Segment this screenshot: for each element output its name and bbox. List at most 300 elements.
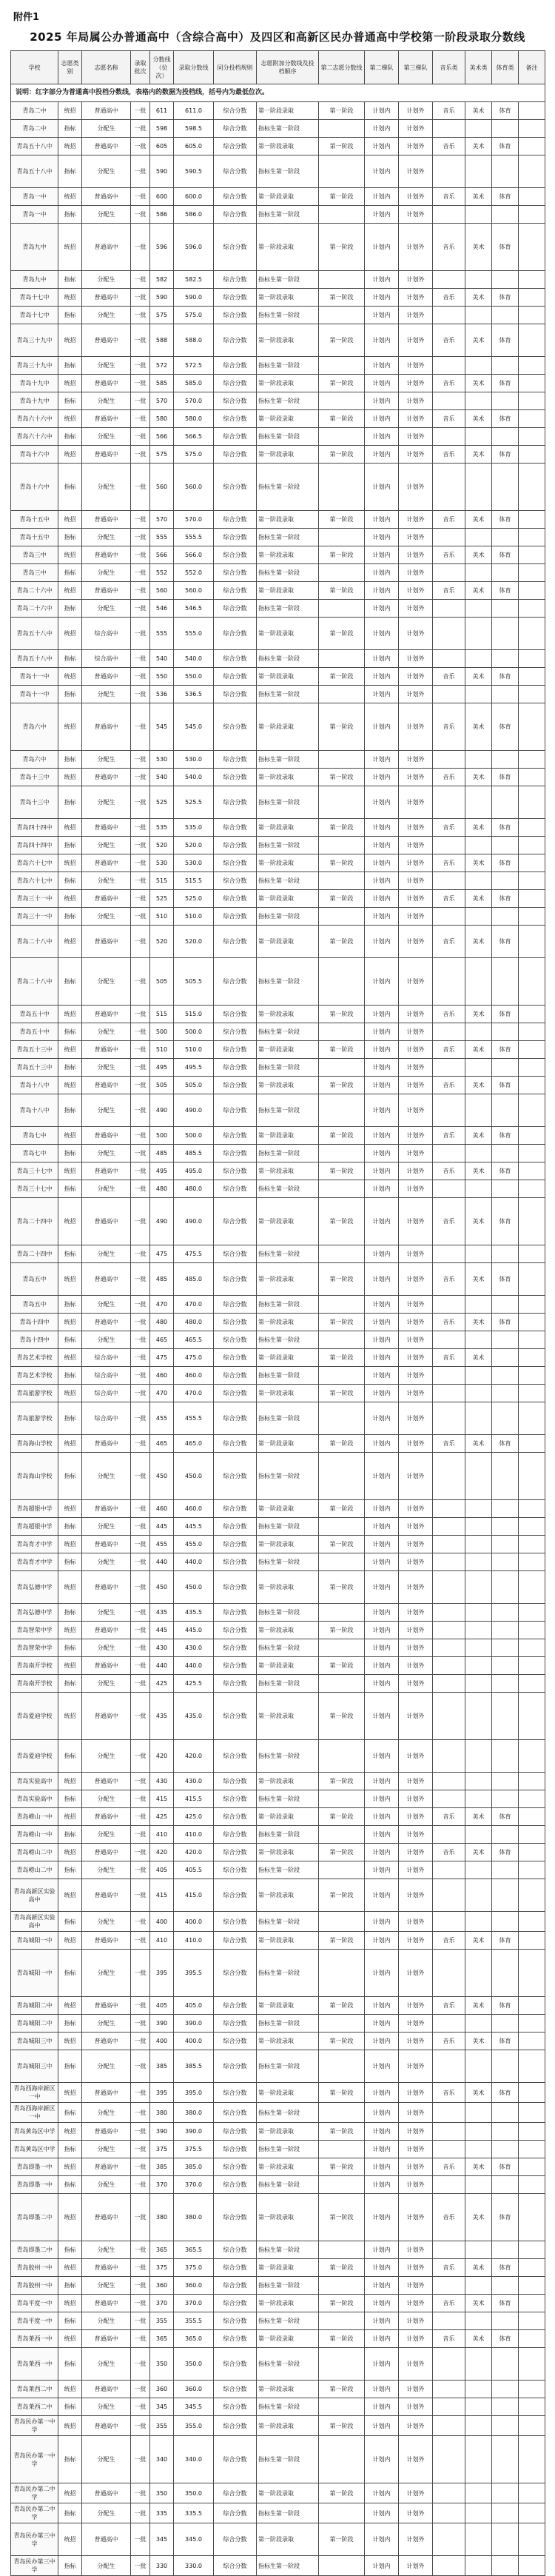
school-name: 青岛平度一中 (11, 2295, 58, 2312)
school-name: 青岛三中 (11, 564, 58, 582)
school-name: 青岛莱西二中 (11, 2381, 58, 2398)
sports-track: 体育 (492, 890, 519, 908)
table-row (11, 650, 545, 668)
batch: 一批 (131, 1773, 150, 1790)
remark (519, 703, 545, 751)
admission-type: 指标 (58, 1023, 82, 1041)
tier-two: 计划内 (365, 2398, 399, 2416)
additional-rule: 第一阶段录取 (257, 1879, 319, 1912)
second-choice: 第一阶段 (319, 289, 365, 307)
table-row (11, 155, 545, 188)
admission-type: 统招 (58, 819, 82, 837)
remark (519, 1094, 545, 1127)
school-name: 青岛艺术学校 (11, 1349, 58, 1367)
remark (519, 2348, 545, 2381)
program-name: 分配生 (82, 2141, 131, 2158)
cutoff-score: 540 (150, 650, 174, 668)
admission-score: 345.5 (174, 2398, 214, 2416)
second-choice: 第一阶段 (319, 511, 365, 529)
music-track: 音乐 (433, 2194, 465, 2241)
school-name: 青岛南开学校 (11, 1675, 58, 1693)
tier-two: 计划内 (365, 1693, 399, 1740)
art-track: 美术 (465, 138, 492, 155)
art-track (465, 1826, 492, 1844)
sports-track (492, 392, 519, 410)
admission-type: 统招 (58, 2123, 82, 2141)
sports-track (492, 206, 519, 224)
school-name: 青岛六十六中 (11, 410, 58, 428)
batch: 一批 (131, 1536, 150, 1553)
art-track (465, 206, 492, 224)
school-name: 青岛十九中 (11, 375, 58, 392)
additional-rule: 指标生第一阶段 (257, 650, 319, 668)
tie-rule: 综合分数 (214, 1198, 257, 1245)
tier-two: 计划内 (365, 1740, 399, 1773)
admission-type: 指标 (58, 1790, 82, 1808)
art-track (465, 1790, 492, 1808)
music-track (433, 1950, 465, 1997)
program-name: 普通高中 (82, 1127, 131, 1145)
admission-type: 统招 (58, 2483, 82, 2503)
batch: 一批 (131, 1844, 150, 1861)
second-choice: 第一阶段 (319, 2381, 365, 2398)
tier-two: 计划内 (365, 2050, 399, 2083)
admission-type: 指标 (58, 120, 82, 138)
program-name: 分配生 (82, 564, 131, 582)
second-choice: 第一阶段 (319, 1693, 365, 1740)
tie-rule: 综合分数 (214, 2436, 257, 2483)
sports-track (492, 1402, 519, 1435)
remark (519, 1997, 545, 2015)
art-track: 美术 (465, 1435, 492, 1453)
music-track (433, 1790, 465, 1808)
school-name: 青岛超银中学 (11, 1518, 58, 1536)
second-choice: 第一阶段 (319, 410, 365, 428)
music-track (433, 872, 465, 890)
school-name: 青岛旅游学校 (11, 1402, 58, 1435)
program-name: 分配生 (82, 1296, 131, 1314)
admission-type: 统招 (58, 2523, 82, 2556)
sports-track: 体育 (492, 2330, 519, 2348)
second-choice (319, 271, 365, 289)
music-track: 音乐 (433, 102, 465, 120)
batch: 一批 (131, 1639, 150, 1657)
admission-score: 550.0 (174, 668, 214, 686)
tier-three: 计划外 (399, 1571, 433, 1604)
program-name: 分配生 (82, 1145, 131, 1162)
remark (519, 155, 545, 188)
tie-rule: 综合分数 (214, 1912, 257, 1932)
additional-rule: 第一阶段录取 (257, 224, 319, 271)
table-header (11, 51, 545, 84)
music-track (433, 1245, 465, 1263)
cutoff-score: 440 (150, 1657, 174, 1675)
tier-two: 计划内 (365, 1385, 399, 1402)
second-choice (319, 1331, 365, 1349)
sports-track (492, 751, 519, 769)
remark (519, 1553, 545, 1571)
sports-track: 体育 (492, 1314, 519, 1331)
program-name: 普通高中 (82, 1571, 131, 1604)
school-name: 青岛海山学校 (11, 1453, 58, 1500)
program-name: 普通高中 (82, 2483, 131, 2503)
batch: 一批 (131, 307, 150, 324)
school-name: 青岛十四中 (11, 1331, 58, 1349)
table-row (11, 324, 545, 357)
tie-rule: 综合分数 (214, 138, 257, 155)
music-track (433, 1675, 465, 1693)
table-row (11, 1604, 545, 1622)
batch: 一批 (131, 2381, 150, 2398)
music-track (433, 1693, 465, 1740)
program-name: 普通高中 (82, 224, 131, 271)
program-name: 普通高中 (82, 890, 131, 908)
additional-rule: 指标生第一阶段 (257, 2241, 319, 2259)
program-name: 分配生 (82, 1453, 131, 1500)
additional-rule: 第一阶段录取 (257, 546, 319, 564)
school-name: 青岛西海岸新区一中 (11, 2103, 58, 2123)
additional-rule: 第一阶段录取 (257, 1571, 319, 1604)
music-track (433, 1367, 465, 1385)
tier-three: 计划外 (399, 271, 433, 289)
batch: 一批 (131, 2033, 150, 2050)
art-track (465, 1950, 492, 1997)
tier-two: 计划内 (365, 2330, 399, 2348)
batch: 一批 (131, 1997, 150, 2015)
tier-two: 计划内 (365, 1077, 399, 1094)
program-name: 普通高中 (82, 1314, 131, 1331)
tie-rule: 综合分数 (214, 1808, 257, 1826)
music-track (433, 1296, 465, 1314)
school-name: 青岛四十四中 (11, 837, 58, 854)
sports-track: 体育 (492, 2295, 519, 2312)
cutoff-score: 505 (150, 1077, 174, 1094)
admission-type: 指标 (58, 600, 82, 618)
sports-track (492, 1349, 519, 1367)
additional-rule: 指标生第一阶段 (257, 392, 319, 410)
cutoff-score: 505 (150, 958, 174, 1006)
cutoff-score: 355 (150, 2312, 174, 2330)
art-track: 美术 (465, 582, 492, 600)
program-name: 普通高中 (82, 854, 131, 872)
admission-type: 统招 (58, 1536, 82, 1553)
sports-track (492, 908, 519, 926)
program-name: 分配生 (82, 529, 131, 546)
tier-three: 计划外 (399, 837, 433, 854)
school-name: 青岛民办第二中学 (11, 2503, 58, 2523)
column-header: 音乐类 (433, 51, 465, 84)
admission-score: 390.0 (174, 2015, 214, 2033)
table-row (11, 2194, 545, 2241)
tier-two: 计划内 (365, 1997, 399, 2015)
second-choice (319, 392, 365, 410)
second-choice: 第一阶段 (319, 890, 365, 908)
cutoff-score: 552 (150, 564, 174, 582)
music-track: 音乐 (433, 2083, 465, 2103)
sports-track (492, 1950, 519, 1997)
table-row (11, 529, 545, 546)
table-row (11, 1296, 545, 1314)
admission-score: 535.0 (174, 819, 214, 837)
remark (519, 650, 545, 668)
additional-rule: 第一阶段录取 (257, 668, 319, 686)
additional-rule: 第一阶段录取 (257, 1162, 319, 1180)
table-row (11, 564, 545, 582)
second-choice (319, 2398, 365, 2416)
music-track (433, 1773, 465, 1790)
program-name: 分配生 (82, 2436, 131, 2483)
school-name: 青岛五十八中 (11, 155, 58, 188)
tier-two: 计划内 (365, 2176, 399, 2194)
tie-rule: 综合分数 (214, 1162, 257, 1180)
admission-score: 596.0 (174, 224, 214, 271)
second-choice: 第一阶段 (319, 1314, 365, 1331)
admission-score: 375.5 (174, 2141, 214, 2158)
batch: 一批 (131, 890, 150, 908)
tier-three: 计划外 (399, 2483, 433, 2503)
cutoff-score: 572 (150, 357, 174, 375)
remark (519, 2123, 545, 2141)
program-name: 分配生 (82, 1675, 131, 1693)
music-track (433, 357, 465, 375)
table-row (11, 1041, 545, 1059)
additional-rule: 第一阶段录取 (257, 819, 319, 837)
tie-rule: 综合分数 (214, 2176, 257, 2194)
remark (519, 271, 545, 289)
music-track (433, 1639, 465, 1657)
additional-rule: 第一阶段录取 (257, 1844, 319, 1861)
additional-rule: 第一阶段录取 (257, 1314, 319, 1331)
school-name: 青岛艺术学校 (11, 1367, 58, 1385)
tie-rule: 综合分数 (214, 618, 257, 650)
art-track: 美术 (465, 2330, 492, 2348)
second-choice: 第一阶段 (319, 188, 365, 206)
school-name: 青岛城阳三中 (11, 2033, 58, 2050)
art-track (465, 155, 492, 188)
tier-three: 计划外 (399, 2123, 433, 2141)
music-track (433, 206, 465, 224)
tier-three: 计划外 (399, 357, 433, 375)
admission-type: 指标 (58, 1740, 82, 1773)
tie-rule: 综合分数 (214, 2416, 257, 2436)
sports-track (492, 872, 519, 890)
tier-three: 计划外 (399, 1861, 433, 1879)
tier-three: 计划外 (399, 446, 433, 464)
additional-rule: 指标生第一阶段 (257, 529, 319, 546)
art-track (465, 1402, 492, 1435)
tier-two: 计划内 (365, 2416, 399, 2436)
admission-score: 410.0 (174, 1932, 214, 1950)
tier-three: 计划外 (399, 1622, 433, 1639)
sports-track: 体育 (492, 854, 519, 872)
school-name: 青岛平度一中 (11, 2312, 58, 2330)
tie-rule: 综合分数 (214, 1500, 257, 1518)
remark (519, 1657, 545, 1675)
program-name: 分配生 (82, 2050, 131, 2083)
tie-rule: 综合分数 (214, 1604, 257, 1622)
sports-track (492, 1773, 519, 1790)
tier-three: 计划外 (399, 668, 433, 686)
attachment-label: 附件1 (13, 12, 40, 23)
second-choice (319, 1518, 365, 1536)
additional-rule: 指标生第一阶段 (257, 1518, 319, 1536)
additional-rule: 指标生第一阶段 (257, 428, 319, 446)
sports-track (492, 2381, 519, 2398)
school-name: 青岛十五中 (11, 511, 58, 529)
sports-track (492, 2176, 519, 2194)
additional-rule: 指标生第一阶段 (257, 2436, 319, 2483)
table-row (11, 1349, 545, 1367)
sports-track (492, 1622, 519, 1639)
music-track (433, 1571, 465, 1604)
sports-track (492, 2503, 519, 2523)
tie-rule: 综合分数 (214, 2277, 257, 2295)
admission-score: 510.0 (174, 1041, 214, 1059)
table-row (11, 751, 545, 769)
admission-score: 530.0 (174, 751, 214, 769)
sports-track: 体育 (492, 1006, 519, 1023)
tier-three: 计划外 (399, 289, 433, 307)
sports-track (492, 1245, 519, 1263)
program-name: 分配生 (82, 1023, 131, 1041)
tier-two: 计划内 (365, 2083, 399, 2103)
admission-type: 指标 (58, 650, 82, 668)
cutoff-score: 415 (150, 1790, 174, 1808)
admission-score: 588.0 (174, 324, 214, 357)
cutoff-score: 525 (150, 890, 174, 908)
second-choice: 第一阶段 (319, 2416, 365, 2436)
sports-track (492, 2241, 519, 2259)
admission-score: 440.0 (174, 1553, 214, 1571)
sports-track: 体育 (492, 1077, 519, 1094)
additional-rule: 第一阶段录取 (257, 1435, 319, 1453)
admission-type: 指标 (58, 751, 82, 769)
batch: 一批 (131, 2483, 150, 2503)
cutoff-score: 455 (150, 1402, 174, 1435)
tier-three: 计划外 (399, 2330, 433, 2348)
sports-track (492, 2312, 519, 2330)
tie-rule: 综合分数 (214, 102, 257, 120)
tie-rule: 综合分数 (214, 926, 257, 958)
tie-rule: 综合分数 (214, 2398, 257, 2416)
school-name: 青岛六中 (11, 703, 58, 751)
school-name: 青岛旅游学校 (11, 1385, 58, 1402)
tier-three: 计划外 (399, 1500, 433, 1518)
admission-type: 统招 (58, 1844, 82, 1861)
admission-score: 370.0 (174, 2295, 214, 2312)
music-track (433, 464, 465, 511)
tier-two: 计划内 (365, 819, 399, 837)
column-header: 分数线（位次） (150, 51, 174, 84)
school-name: 青岛南开学校 (11, 1657, 58, 1675)
batch: 一批 (131, 1041, 150, 1059)
music-track: 音乐 (433, 511, 465, 529)
batch: 一批 (131, 155, 150, 188)
program-name: 分配生 (82, 2503, 131, 2523)
batch: 一批 (131, 926, 150, 958)
cutoff-score: 385 (150, 2158, 174, 2176)
second-choice: 第一阶段 (319, 1263, 365, 1296)
sports-track (492, 120, 519, 138)
art-track: 美术 (465, 289, 492, 307)
remark (519, 1675, 545, 1693)
sports-track: 体育 (492, 1198, 519, 1245)
second-choice (319, 206, 365, 224)
admission-score: 415.0 (174, 1879, 214, 1912)
art-track: 美术 (465, 1127, 492, 1145)
program-name: 分配生 (82, 2103, 131, 2123)
art-track (465, 2241, 492, 2259)
sports-track (492, 958, 519, 1006)
art-track: 美术 (465, 1808, 492, 1826)
batch: 一批 (131, 2176, 150, 2194)
cutoff-score: 380 (150, 2103, 174, 2123)
batch: 一批 (131, 2158, 150, 2176)
music-track (433, 2348, 465, 2381)
second-choice (319, 1861, 365, 1879)
program-name: 分配生 (82, 1912, 131, 1932)
school-name: 青岛高新区实验高中 (11, 1912, 58, 1932)
sports-track: 体育 (492, 926, 519, 958)
admission-score: 400.0 (174, 1912, 214, 1932)
additional-rule: 指标生第一阶段 (257, 1675, 319, 1693)
cutoff-score: 350 (150, 2483, 174, 2503)
tier-two: 计划内 (365, 1536, 399, 1553)
school-name: 青岛一中 (11, 188, 58, 206)
cutoff-score: 445 (150, 1622, 174, 1639)
school-name: 青岛七中 (11, 1145, 58, 1162)
tier-two: 计划内 (365, 1808, 399, 1826)
sports-track (492, 2483, 519, 2503)
admission-score: 340.0 (174, 2436, 214, 2483)
music-track (433, 1536, 465, 1553)
additional-rule: 指标生第一阶段 (257, 2312, 319, 2330)
school-name: 青岛三十一中 (11, 908, 58, 926)
sports-track (492, 600, 519, 618)
school-name: 青岛十七中 (11, 289, 58, 307)
school-name: 青岛六十七中 (11, 854, 58, 872)
tier-three: 计划外 (399, 1331, 433, 1349)
remark (519, 1571, 545, 1604)
program-name: 分配生 (82, 1331, 131, 1349)
program-name: 分配生 (82, 1740, 131, 1773)
admission-type: 统招 (58, 2330, 82, 2348)
program-name: 普通高中 (82, 546, 131, 564)
admission-type: 指标 (58, 958, 82, 1006)
table-row (11, 2330, 545, 2348)
admission-type: 统招 (58, 324, 82, 357)
sports-track (492, 155, 519, 188)
batch: 一批 (131, 1145, 150, 1162)
second-choice: 第一阶段 (319, 1349, 365, 1367)
second-choice (319, 428, 365, 446)
admission-score: 380.0 (174, 2194, 214, 2241)
table-row (11, 703, 545, 751)
sports-track: 体育 (492, 668, 519, 686)
remark (519, 428, 545, 446)
additional-rule: 第一阶段录取 (257, 1997, 319, 2015)
art-track (465, 686, 492, 703)
cutoff-score: 370 (150, 2295, 174, 2312)
tier-three: 计划外 (399, 1912, 433, 1932)
program-name: 普通高中 (82, 1263, 131, 1296)
table-row (11, 769, 545, 786)
school-name: 青岛黄岛区中学 (11, 2123, 58, 2141)
cutoff-score: 390 (150, 2015, 174, 2033)
additional-rule: 指标生第一阶段 (257, 786, 319, 819)
tier-three: 计划外 (399, 958, 433, 1006)
tie-rule: 综合分数 (214, 2312, 257, 2330)
